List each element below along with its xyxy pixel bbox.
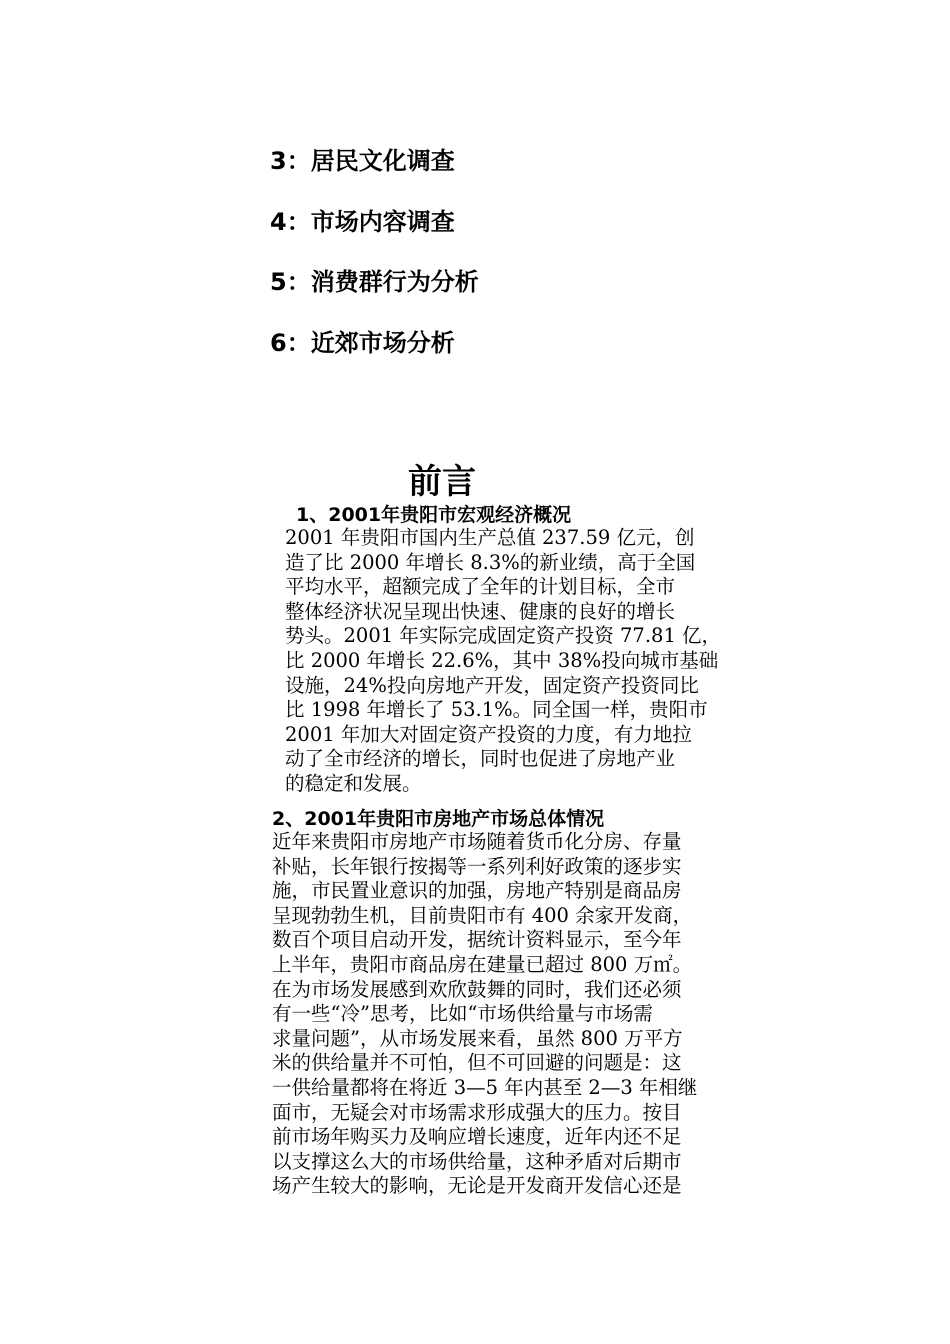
toc-item-resident-culture: 3：居民文化调查 (270, 147, 455, 175)
section-2-paragraph (272, 830, 697, 1199)
paragraph-line: 2001 年贵阳市国内生产总值 237.59 亿元，创 (285, 526, 695, 549)
paragraph-line: 比 1998 年增长了 53.1%。同全国一样，贵阳市 (285, 698, 708, 722)
paragraph-line: 的稳定和发展。 (285, 771, 422, 795)
paragraph-line: 补贴，长年银行按揭等一系列利好政策的逐步实 (272, 854, 682, 878)
paragraph-line: 近年来贵阳市房地产市场随着货币化分房、存量 (272, 830, 682, 853)
paragraph-line: 动了全市经济的增长，同时也促进了房地产业 (285, 747, 676, 771)
section-2-heading: 2、2001年贵阳市房地产市场总体情况 (272, 808, 605, 830)
paragraph-line: 上半年，贵阳市商品房在建量已超过 800 万㎡。 (272, 952, 693, 976)
table-of-contents (270, 143, 479, 385)
paragraph-line: 2001 年加大对固定资产投资的力度，有力地拉 (285, 722, 692, 746)
paragraph-line: 一供给量都将在将近 3—5 年内甚至 2—3 年相继 (272, 1075, 698, 1099)
preface-title: 前言 (408, 462, 476, 502)
paragraph-line: 比 2000 年增长 22.6%，其中 38%投向城市基础 (285, 648, 719, 672)
paragraph-line: 施，市民置业意识的加强，房地产特别是商品房 (272, 879, 682, 903)
paragraph-line: 米的供给量并不可怕，但不可回避的问题是：这 (272, 1051, 682, 1075)
paragraph-line: 有一些“冷”思考，比如“市场供给量与市场需 (272, 1002, 653, 1026)
paragraph-line: 面市，无疑会对市场需求形成强大的压力。按目 (272, 1100, 682, 1124)
paragraph-line: 整体经济状况呈现出快速、健康的良好的增长 (285, 599, 676, 623)
section-1-paragraph (285, 526, 721, 797)
paragraph-line: 呈现勃勃生机，目前贵阳市有 400 余家开发商， (272, 903, 693, 927)
paragraph-line: 平均水平，超额完成了全年的计划目标，全市 (285, 575, 676, 599)
paragraph-line: 造了比 2000 年增长 8.3%的新业绩，高于全国 (285, 550, 696, 574)
toc-item-suburban-market: 6：近郊市场分析 (270, 328, 455, 357)
paragraph-line: 场产生较大的影响，无论是开发商开发信心还是 (272, 1174, 682, 1198)
toc-item-market-content: 4：市场内容调查 (270, 207, 455, 236)
paragraph-line: 前市场年购买力及响应增长速度，近年内还不足 (272, 1125, 682, 1149)
section-1-heading: 1、2001年贵阳市宏观经济概况 (296, 504, 572, 526)
paragraph-line: 数百个项目启动开发，据统计资料显示，至今年 (272, 928, 682, 952)
paragraph-line: 势头。2001 年实际完成固定资产投资 77.81 亿， (285, 624, 722, 648)
paragraph-line: 以支撑这么大的市场供给量，这种矛盾对后期市 (272, 1149, 682, 1173)
toc-item-consumer-behavior: 5：消费群行为分析 (270, 268, 479, 296)
paragraph-line: 在为市场发展感到欢欣鼓舞的同时，我们还必须 (272, 977, 682, 1001)
paragraph-line: 求量问题”，从市场发展来看，虽然 800 万平方 (272, 1026, 683, 1050)
paragraph-line: 设施，24%投向房地产开发，固定资产投资同比 (285, 673, 699, 697)
